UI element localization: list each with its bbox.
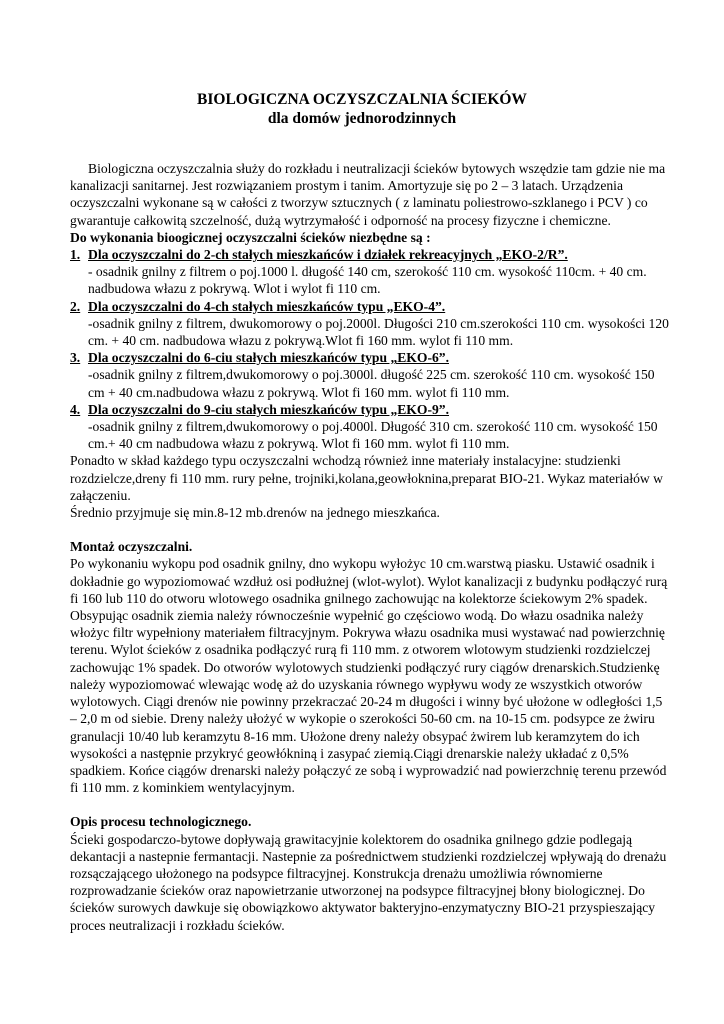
list-item — [70, 401, 670, 453]
item-number: 4. — [70, 401, 81, 417]
requirements-list — [70, 246, 670, 452]
item-title: Dla oczyszczalni do 4-ch stałych mieszkańców typu „EKO-4”. — [88, 298, 446, 314]
requirements-heading: Do wykonania bioogicznej oczyszczalni ścieków niezbędne są : — [70, 229, 431, 245]
item-number: 3. — [70, 350, 81, 366]
list-item — [70, 298, 670, 350]
process-heading: Opis procesu technologicznego. — [70, 814, 252, 830]
item-description: -osadnik gnilny z filtrem,dwukomorowy o poj.3000l. długość 225 cm. szerokość 110 cm. wysokość 150 cm + 40 cm.nadbudowa włazu z pokrywą. Wlot fi 160 mm. wylot fi 110 mm. — [88, 367, 655, 400]
mounting-heading: Montaż oczyszczalni. — [70, 539, 193, 555]
item-description: -osadnik gnilny z filtrem, dwukomorowy o poj.2000l. Długości 210 cm.szerokości 110 cm. wysokości 120 cm. + 40 cm. nadbudowa włazu z pokrywą.Wlot fi 160 mm. wylot fi 110 mm. — [88, 315, 669, 349]
process-paragraph: Ścieki gospodarczo-bytowe dopływają grawitacyjnie kolektorem do osadnika gnilnego gdzie podlegają dekantacji a nastepnie fermantacji. Nastepnie za pośrednictwem studzienki rozdzielczej wpływają do drenażu rozsączającego ułożonego na podsypce filtracyjnej. Konstrukcja drenażu umożliwia równomierne rozprowadzanie ścieków oraz napowietrzanie utworzonej na podsypce filtracyjnej błony biologicznej. Do ścieków surowych dawkuje się obowiązkowo aktywator bakteryjno-enzymatyczny BIO-21 przyspieszający proces neutralizacji i rozkładu ścieków. — [70, 831, 667, 933]
document-title: BIOLOGICZNA OCZYSZCZALNIA ŚCIEKÓW — [197, 91, 527, 108]
item-title: Dla oczyszczalni do 2-ch stałych mieszkańców i działek rekreacyjnych „EKO-2/R”. — [88, 247, 568, 263]
document-body — [70, 160, 670, 934]
intro-paragraph: Biologiczna oczyszczalnia służy do rozkładu i neutralizacji ścieków bytowych wszędzie tam gdzie nie ma kanalizacji sanitarnej. Jest rozwiązaniem prostym i tanim. Amortyzuje się po 2 – 3 latach. Urządzenia oczyszczalni wykonane są w całości z tworzyw sztucznych ( z laminatu poliestrowo-szklanego i PCV ) co gwarantuje całkowitą szczelność, dużą wytrzymałość i odporność na procesy fizyczne i chemiczne. — [70, 161, 666, 228]
document-subtitle: dla domów jednorodzinnych — [267, 110, 457, 127]
list-item — [70, 349, 670, 401]
item-title: Dla oczyszczalni do 9-ciu stałych mieszkańców typu „EKO-9”. — [88, 401, 449, 417]
materials-paragraph: Ponadto w skład każdego typu oczyszczalni wchodzą również inne materiały instalacyjne: studzienki rozdzielcze,dreny fi 110 mm. rury pełne, trojniki,kolana,geowłoknina,preparat BIO-21. Wykaz materiałów w załączeniu. — [70, 453, 663, 503]
average-paragraph: Średnio przyjmuje się min.8-12 mb.drenów na jednego mieszkańca. — [70, 505, 440, 521]
item-description: -osadnik gnilny z filtrem,dwukomorowy o poj.4000l. Długość 310 cm. szerokość 110 cm. wysokość 150 cm.+ 40 cm nadbudowa włazu z pokrywą. Wlot fi 160 mm. wylot fi 110 mm. — [88, 419, 658, 452]
mounting-paragraph: Po wykonaniu wykopu pod osadnik gnilny, dno wykopu wyłożyc 10 cm.warstwą piasku. Ustawić osadnik i dokładnie go wypoziomować wzdłuż osi podłużnej (wlot-wylot). Wylot kanalizacji z budynku podłączyć rurą fi 160 lub 110 do otworu wlotowego osadnika gnilnego zachowując na kolektorze ściekowym 2% spadek. Obsypując osadnik ziemia należy równocześnie wypełnić go częściowo wodą. Do włazu osadnika należy włożyc filtr wypełniony materiałem filtracyjnym. Pokrywa włazu osadnika musi wystawać nad powierzchnię terenu. Wylot ścieków z osadnika podłączyć rurą fi 110 mm. z otworem wlotowym studzienki rozdzielczej zachowując 1% spadek. Do otworów wylotowych studzienki podłączyć rury ciągów drenarskich.Studzienkę należy wypoziomować wlewając wodę aż do uzyskania równego wypływu wody ze wszystkich otworów wylotowych. Ciągi drenów nie powinny przekraczać 20-24 m długości i winny być ułożone w odległości 1,5 – 2,0 m od siebie. Dreny należy ułożyć w wykopie o szerokości 50-60 cm. na 10-15 cm. podsypce ze żwiru granulacji 10/40 lub keramzytu 8-16 mm. Ułożone dreny należy obsypać żwirem lub keramzytem do ich wysokości a następnie przykryć geowłókniną i zasypać ziemią.Ciągi drenarskie należy układać z 0,5% spadkiem. Końce ciągów drenarski należy połączyć ze sobą i wyprowadzić nad powierzchnię terenu przewód fi 110 mm. z kominkiem wentylacyjnym. — [70, 556, 668, 796]
item-number: 2. — [70, 298, 81, 314]
item-number: 1. — [70, 247, 81, 263]
item-title: Dla oczyszczalni do 6-ciu stałych mieszkańców typu „EKO-6”. — [88, 350, 449, 366]
item-description: - osadnik gnilny z filtrem o poj.1000 l. długość 140 cm, szerokość 110 cm. wysokość 110cm. + 40 cm. nadbudowa włazu z pokrywą. Wlot i wylot fi 110 cm. — [88, 264, 647, 297]
list-item — [70, 246, 670, 298]
